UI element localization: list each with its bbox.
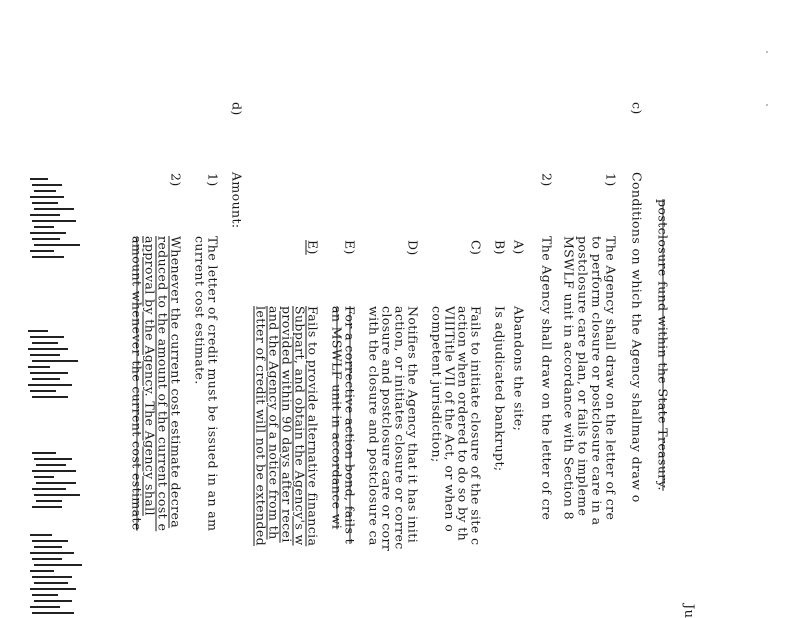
- hatch-stroke: [30, 390, 56, 392]
- hatch-stroke: [36, 500, 62, 502]
- item-d2-line: approval by the Agency. The Agency shall: [142, 236, 158, 516]
- hatch-stroke: [32, 396, 68, 398]
- item-D-marker: D): [405, 240, 421, 256]
- hatch-stroke: [30, 214, 60, 216]
- item-E-line: For a corrective action bond, fails t: [342, 306, 358, 545]
- hatch-stroke: [32, 488, 66, 490]
- hatch-stroke: [32, 378, 60, 380]
- item-C-line: competent jurisdiction;: [429, 306, 445, 463]
- item-D-line: Notifies the Agency that it has initi: [405, 306, 421, 544]
- item-E2-line: letter of credit will not be extended: [253, 306, 269, 547]
- hatch-stroke: [28, 348, 68, 350]
- item-E2-line: Fails to provide alternative financia: [305, 306, 321, 547]
- item-d2-marker: 2): [168, 173, 184, 187]
- hatch-stroke: [32, 220, 76, 222]
- section-d-heading: Amount:: [229, 172, 245, 229]
- item-E2-marker: E): [305, 240, 321, 255]
- hatch-stroke: [34, 244, 80, 246]
- scan-speck: [766, 51, 768, 53]
- section-c-heading: Conditions on which the Agency shallmay draw o: [629, 172, 645, 503]
- hatch-stroke: [34, 458, 72, 460]
- hatch-stroke: [30, 534, 52, 536]
- hatch-stroke: [30, 552, 74, 554]
- item-A-marker: A): [511, 240, 527, 255]
- hatch-stroke: [32, 540, 68, 542]
- hatch-stroke: [32, 576, 72, 578]
- postclosure-fund-line: postclosure fund within the State Treasury.: [655, 199, 671, 491]
- item-c1-marker: 1): [603, 173, 619, 187]
- section-c-marker: c): [629, 102, 645, 115]
- item-E2-line: Subpart, and obtain the Agency's w: [292, 306, 308, 546]
- item-d2-line: amount whenever the current cost estimate: [129, 236, 145, 531]
- hatch-stroke: [34, 494, 80, 496]
- item-c1-line: MSWLF unit in accordance with Section 8: [561, 236, 577, 520]
- hatch-stroke: [30, 354, 60, 356]
- hatch-stroke: [32, 256, 64, 258]
- hatch-stroke: [34, 476, 54, 478]
- item-d2-line: Whenever the current cost estimate decrea: [168, 236, 184, 529]
- item-d2-line: reduced to the amount of the current cost e: [155, 236, 171, 532]
- hatch-stroke: [32, 612, 74, 614]
- hatch-stroke: [30, 606, 60, 608]
- hatch-stroke: [30, 372, 68, 374]
- hatch-stroke: [30, 570, 54, 572]
- item-d1-marker: 1): [205, 173, 221, 187]
- hatch-stroke: [30, 588, 76, 590]
- scan-speck: [766, 104, 768, 106]
- hatch-stroke: [32, 470, 76, 472]
- item-D-line: action, or initiates closure or correc: [392, 306, 408, 550]
- hatch-stroke: [32, 558, 62, 560]
- item-D-line: closure and postclosure care or corr: [379, 306, 395, 552]
- hatch-stroke: [34, 190, 56, 192]
- hatch-stroke: [32, 594, 58, 596]
- item-A-text: Abandons the site;: [511, 306, 527, 432]
- item-B-text: Is adjudicated bankrupt;: [492, 306, 508, 472]
- hatch-stroke: [28, 384, 72, 386]
- hatch-stroke: [34, 546, 62, 548]
- item-C-line: VIIITitle VII of the Act, or when o: [442, 306, 458, 533]
- page-corner-text: Ju: [681, 604, 696, 618]
- section-d-marker: d): [229, 102, 245, 116]
- hatch-stroke: [30, 232, 66, 234]
- item-E-marker: E): [342, 240, 358, 255]
- hatch-stroke: [32, 202, 58, 204]
- hatch-stroke: [30, 250, 54, 252]
- hatch-stroke: [28, 366, 50, 368]
- item-B-marker: B): [492, 240, 508, 255]
- hatch-stroke: [34, 564, 82, 566]
- hatch-stroke: [34, 582, 68, 584]
- item-E2-line: provided within 90 days after recei: [279, 306, 295, 543]
- item-C-line: Fails to initiate closure of the site c: [468, 306, 484, 546]
- hatch-stroke: [32, 452, 56, 454]
- item-c2-marker: 2): [539, 173, 555, 187]
- item-c1-line: The Agency shall draw on the letter of cre: [603, 236, 619, 521]
- hatch-stroke: [34, 600, 72, 602]
- hatch-stroke: [32, 506, 62, 508]
- hatch-stroke: [36, 464, 66, 466]
- hatch-stroke: [28, 330, 48, 332]
- hatch-stroke: [36, 482, 76, 484]
- hatch-stroke: [34, 208, 74, 210]
- hatch-stroke: [30, 196, 64, 198]
- item-c1-line: postclosure care plan, or fails to impleme: [575, 236, 591, 517]
- item-C-line: action when ordered to do so by th: [455, 306, 471, 542]
- hatch-stroke: [30, 178, 48, 180]
- item-c1-line: to perform closure or postclosure care in a: [589, 236, 605, 526]
- item-c2-intro: The Agency shall draw on the letter of cre: [539, 236, 555, 521]
- hatch-stroke: [32, 342, 58, 344]
- item-E2-line: and the Agency of a notice from th: [266, 306, 282, 540]
- item-d1-line: The letter of credit must be issued in an am: [205, 236, 221, 532]
- item-E-line: an MSWLF unit in accordance wi: [329, 306, 345, 530]
- hatch-stroke: [34, 226, 54, 228]
- item-C-marker: C): [468, 240, 484, 256]
- hatch-stroke: [32, 184, 62, 186]
- hatch-stroke: [32, 360, 78, 362]
- item-D-line: with the closure and postclosure ca: [366, 306, 382, 546]
- hatch-stroke: [30, 336, 64, 338]
- item-d1-line: current cost estimate.: [192, 236, 208, 385]
- hatch-stroke: [32, 238, 60, 240]
